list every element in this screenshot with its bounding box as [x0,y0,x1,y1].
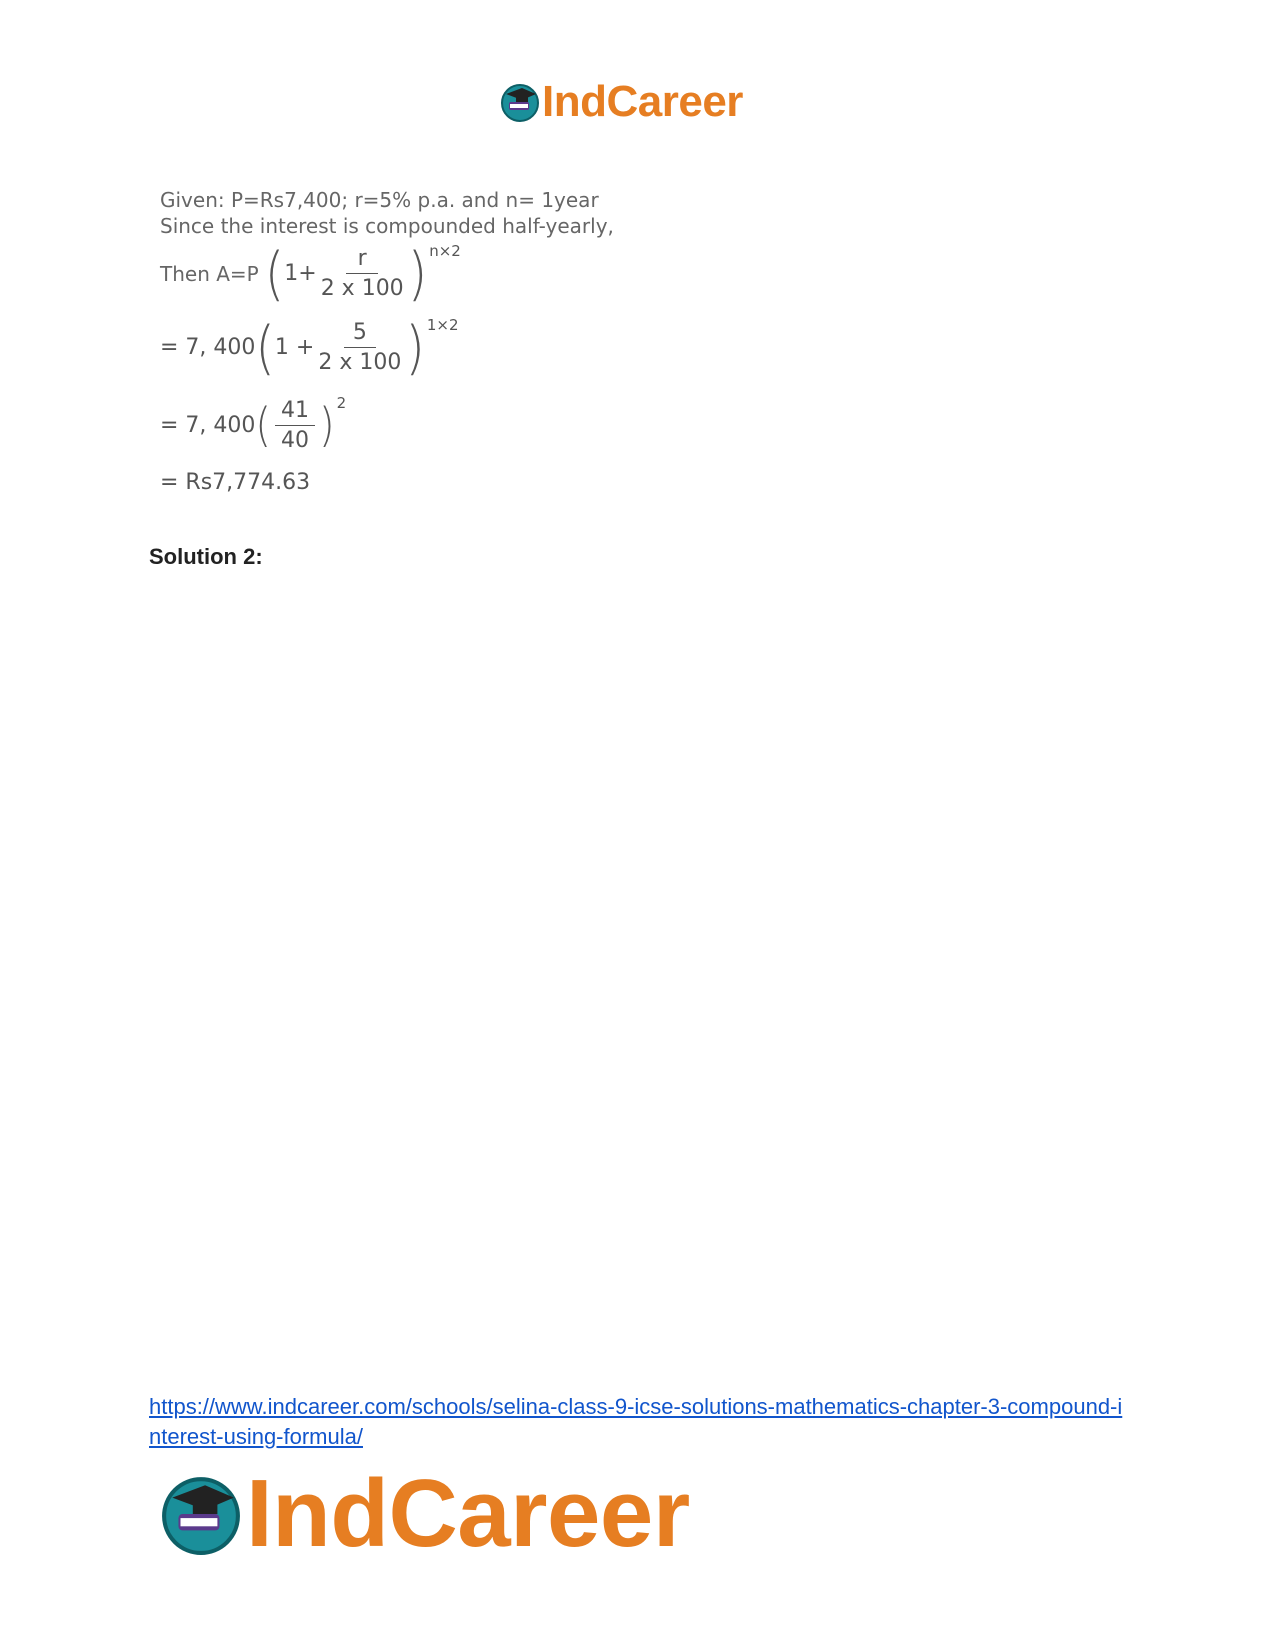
right-paren: ) [405,314,425,381]
exponent: 2 [336,394,347,412]
graduation-cap-globe-icon [500,82,540,122]
given-line: Given: P=Rs7,400; r=5% p.a. and n= 1year [160,188,599,212]
exponent: 1×2 [426,316,459,334]
header-logo [500,77,743,126]
fraction [321,246,404,301]
result-line: = Rs7,774.63 [160,470,311,495]
graduation-cap-globe-icon [160,1473,242,1555]
formula-line [160,240,461,307]
logo-text: IndCareer [246,1460,690,1567]
since-line: Since the interest is compounded half-yearly, [160,214,614,238]
logo-text: IndCareer [542,77,743,126]
fraction [318,320,401,375]
solution-2-title: Solution 2: [149,544,263,569]
right-paren: ) [319,399,335,452]
right-paren: ) [407,240,428,307]
fraction-denominator: 2 x 100 [320,276,404,301]
left-paren: ( [255,314,275,381]
fraction-numerator: 5 [344,320,376,348]
step-2-line [160,394,347,453]
fraction-denominator: 40 [281,428,310,453]
step-2-lead: = 7, 400 [160,413,256,438]
footer-link[interactable]: https://www.indcareer.com/schools/selina-class-9-icse-solutions-mathematics-chapter-3-compound-interest-using-formula/ [149,1394,1123,1449]
step-1-line [160,314,459,381]
fraction [275,398,315,453]
fraction-denominator: 2 x 100 [318,350,402,375]
fraction-numerator: 41 [275,398,315,426]
one-plus: 1+ [284,261,317,286]
footer-logo [160,1460,690,1567]
exponent: n×2 [429,242,461,260]
left-paren: ( [264,240,285,307]
left-paren: ( [255,399,272,452]
step-1-lead: = 7, 400 [160,335,256,360]
fraction-numerator: r [346,246,378,274]
formula-lead: Then A=P [160,261,259,286]
one-plus: 1 + [274,335,315,360]
